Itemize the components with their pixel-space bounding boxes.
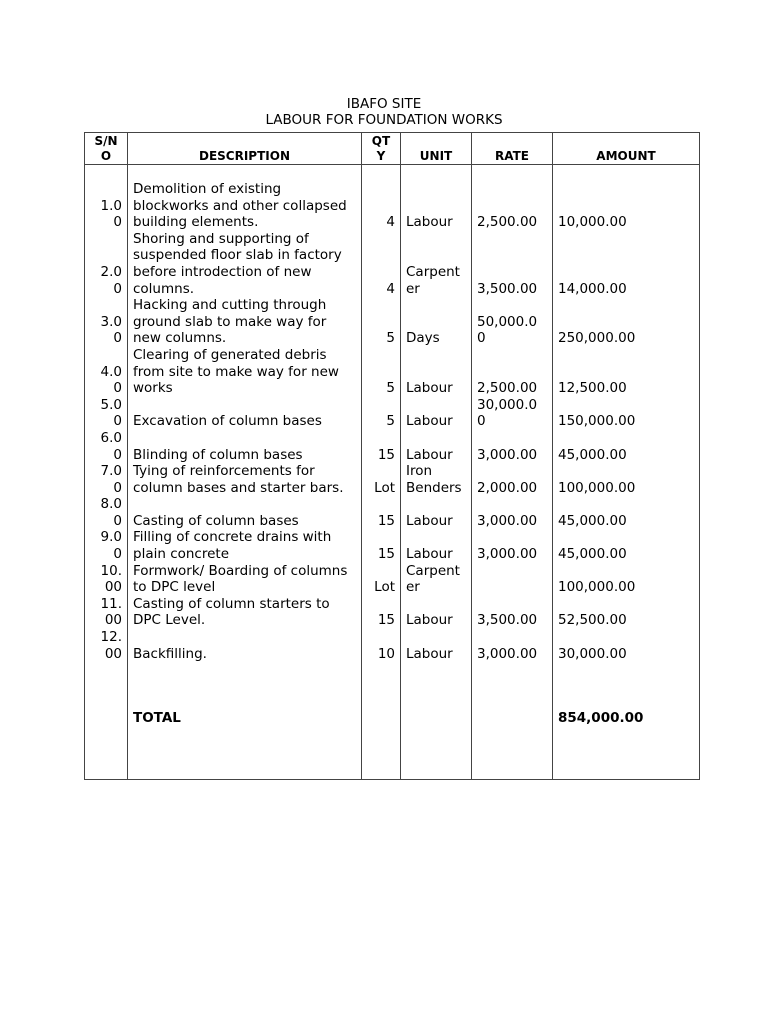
row-qty: Lot: [362, 563, 401, 596]
row-qty: 15: [362, 596, 401, 629]
table-row: [85, 463, 700, 496]
row-description: Casting of column bases: [128, 496, 362, 529]
row-sn: 4.0 0: [85, 347, 128, 397]
row-unit: Labour: [401, 529, 472, 562]
header-amount: AMOUNT: [553, 133, 700, 165]
table-row: [85, 297, 700, 347]
row-rate: 2,000.00: [472, 463, 553, 496]
row-unit: Labour: [401, 181, 472, 231]
row-description: Clearing of generated debris from site to make way for new works: [128, 347, 362, 397]
row-unit: Labour: [401, 629, 472, 662]
row-sn: 10. 00: [85, 563, 128, 596]
row-unit: Labour: [401, 496, 472, 529]
table-row: [85, 347, 700, 397]
total-amount: 854,000.00: [553, 710, 700, 731]
row-rate: 3,000.00: [472, 529, 553, 562]
row-qty: 10: [362, 629, 401, 662]
header-description: DESCRIPTION: [128, 133, 362, 165]
row-unit: Labour: [401, 596, 472, 629]
row-amount: 30,000.00: [553, 629, 700, 662]
row-description: Casting of column starters to DPC Level.: [128, 596, 362, 629]
row-amount: 45,000.00: [553, 529, 700, 562]
row-sn: 9.0 0: [85, 529, 128, 562]
row-amount: 250,000.00: [553, 297, 700, 347]
row-qty: 15: [362, 529, 401, 562]
row-sn: 8.0 0: [85, 496, 128, 529]
row-unit: Carpent er: [401, 563, 472, 596]
header-unit: UNIT: [401, 133, 472, 165]
row-rate: 3,000.00: [472, 629, 553, 662]
row-qty: Lot: [362, 463, 401, 496]
row-qty: 15: [362, 430, 401, 463]
row-description: Blinding of column bases: [128, 430, 362, 463]
row-description: Backfilling.: [128, 629, 362, 662]
row-amount: 45,000.00: [553, 496, 700, 529]
row-unit: Iron Benders: [401, 463, 472, 496]
row-sn: 12. 00: [85, 629, 128, 662]
row-sn: 6.0 0: [85, 430, 128, 463]
table-body: [85, 165, 700, 780]
table-row: [85, 563, 700, 596]
table-row: [85, 629, 700, 662]
table-row: [85, 181, 700, 231]
table-row: [85, 397, 700, 430]
table-row: [85, 496, 700, 529]
row-description: Filling of concrete drains with plain concrete: [128, 529, 362, 562]
header-row: [85, 133, 700, 165]
spacer-row: [85, 165, 700, 182]
row-amount: 14,000.00: [553, 231, 700, 297]
row-description: Formwork/ Boarding of columns to DPC level: [128, 563, 362, 596]
row-rate: 3,500.00: [472, 231, 553, 297]
document-title: IBAFO SITE: [346, 96, 422, 112]
row-unit: Labour: [401, 347, 472, 397]
row-qty: 4: [362, 231, 401, 297]
row-rate: 3,500.00: [472, 596, 553, 629]
row-rate: 30,000.0 0: [472, 397, 553, 430]
row-amount: 52,500.00: [553, 596, 700, 629]
header-sn: S/N O: [85, 133, 128, 165]
row-unit: Labour: [401, 397, 472, 430]
table-row: [85, 596, 700, 629]
table-row: [85, 231, 700, 297]
row-description: Hacking and cutting through ground slab to make way for new columns.: [128, 297, 362, 347]
row-rate: 3,000.00: [472, 496, 553, 529]
row-qty: 4: [362, 181, 401, 231]
header-qty: QT Y: [362, 133, 401, 165]
row-rate: 50,000.0 0: [472, 297, 553, 347]
spacer-row: [85, 662, 700, 710]
row-description: Excavation of column bases: [128, 397, 362, 430]
row-rate: [472, 563, 553, 596]
row-amount: 100,000.00: [553, 463, 700, 496]
row-rate: 2,500.00: [472, 347, 553, 397]
total-label: TOTAL: [128, 710, 362, 731]
row-amount: 45,000.00: [553, 430, 700, 463]
table-row: [85, 430, 700, 463]
row-sn: 2.0 0: [85, 231, 128, 297]
row-sn: 7.0 0: [85, 463, 128, 496]
row-unit: Carpent er: [401, 231, 472, 297]
row-amount: 100,000.00: [553, 563, 700, 596]
row-amount: 10,000.00: [553, 181, 700, 231]
table-row: [85, 529, 700, 562]
row-sn: 5.0 0: [85, 397, 128, 430]
row-qty: 5: [362, 347, 401, 397]
row-rate: 2,500.00: [472, 181, 553, 231]
total-row: [85, 710, 700, 731]
row-amount: 150,000.00: [553, 397, 700, 430]
row-rate: 3,000.00: [472, 430, 553, 463]
row-unit: Days: [401, 297, 472, 347]
row-description: Shoring and supporting of suspended floor slab in factory before introdection of new columns.: [128, 231, 362, 297]
boq-table: [84, 132, 700, 780]
header-rate: RATE: [472, 133, 553, 165]
document-subtitle: LABOUR FOR FOUNDATION WORKS: [265, 112, 503, 128]
row-sn: 11. 00: [85, 596, 128, 629]
row-description: Tying of reinforcements for column bases and starter bars.: [128, 463, 362, 496]
row-qty: 5: [362, 397, 401, 430]
row-sn: 1.0 0: [85, 181, 128, 231]
row-sn: 3.0 0: [85, 297, 128, 347]
row-qty: 15: [362, 496, 401, 529]
row-amount: 12,500.00: [553, 347, 700, 397]
row-qty: 5: [362, 297, 401, 347]
row-description: Demolition of existing blockworks and other collapsed building elements.: [128, 181, 362, 231]
row-unit: Labour: [401, 430, 472, 463]
spacer-row: [85, 731, 700, 780]
